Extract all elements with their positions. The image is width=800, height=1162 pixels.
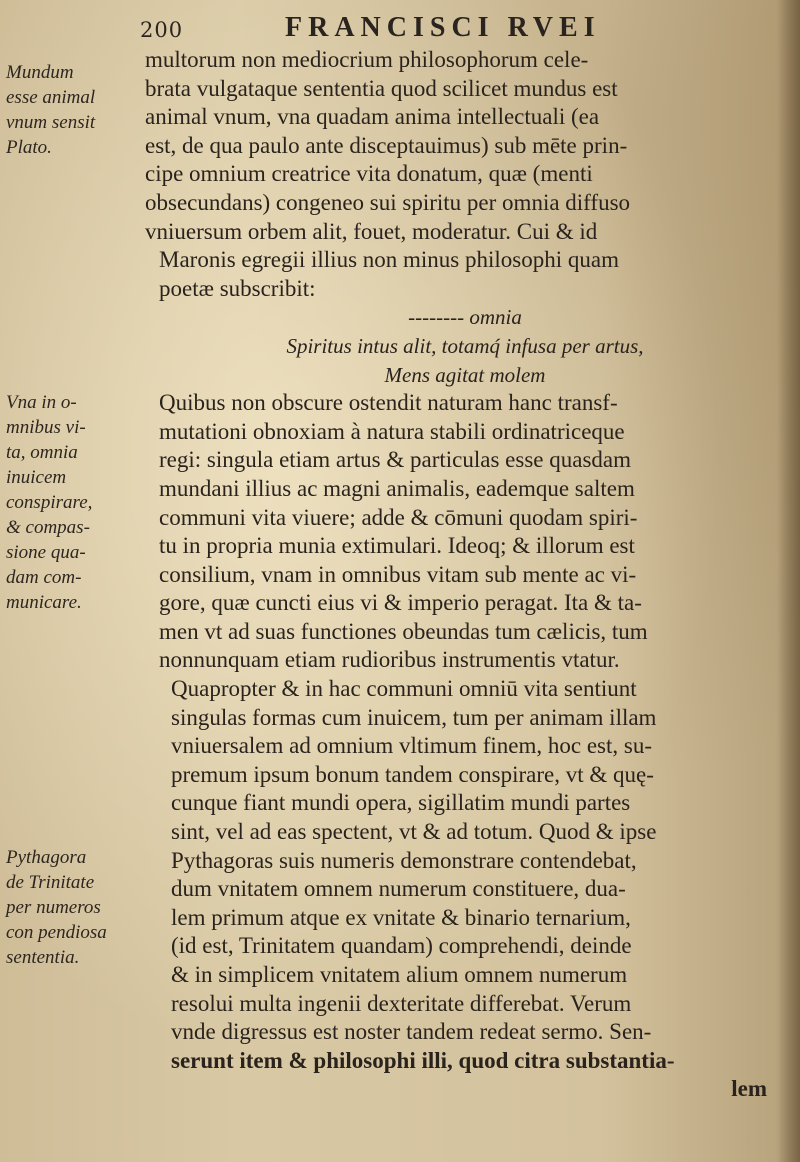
body-text [145,46,785,1104]
body-line: consilium, vnam in omnibus vitam sub mente ac vi- [159,561,637,587]
margin-note-line: inuicem [6,467,67,488]
margin-note-line: per numeros [6,897,101,918]
body-line: mutationi obnoxiam à natura stabili ordinatriceque [159,418,625,444]
margin-note-line: de Trinitate [6,872,95,893]
catchword: lem [731,1076,767,1102]
body-line: vnde digressus est noster tandem redeat sermo. Sen- [171,1019,652,1045]
margin-note-line: sione qua- [6,542,86,563]
body-line: sint, vel ad eas spectent, vt & ad totum. Quod & ipse [171,819,657,845]
body-line: obsecundans) congeneo sui spiritu per omnia diffuso [145,189,631,215]
margin-note-line: esse animal [6,87,96,108]
margin-notes [6,60,156,1060]
body-line: regi: singula etiam artus & particulas esse quasdam [159,447,632,473]
margin-note-line: vnum sensit [6,112,96,133]
margin-note-pythagora [6,845,107,970]
body-line: dum vnitatem omnem numerum constituere, dua- [171,876,626,902]
margin-note-line: sententia. [6,947,80,968]
body-line: lem primum atque ex vnitate & binario ternarium, [171,904,631,930]
quote-line: -------- omnia [408,305,522,330]
body-line: Quibus non obscure ostendit naturam hanc transf- [159,390,618,416]
body-line: men vt ad suas functiones obeundas tum cælicis, tum [159,618,648,644]
body-line: Pythagoras suis numeris demonstrare contendebat, [171,847,637,873]
body-line: mundani illius ac magni animalis, eademque saltem [159,475,635,501]
page-number: 200 [140,18,184,42]
body-line: cunque fiant mundi opera, sigillatim mundi partes [171,790,631,816]
quote-line: Spiritus intus alit, totamq́ infusa per artus, [286,333,644,358]
body-line: (id est, Trinitatem quandam) comprehendi, deinde [171,933,632,959]
margin-note-plato [6,60,95,160]
quote-line: Mens agitat molem [384,362,546,387]
body-line: nonnunquam etiam rudioribus instrumentis vtatur. [159,647,620,673]
margin-note-line: con pendiosa [6,922,107,943]
body-line: vniuersum orbem alit, fouet, moderatur. Cui & id [145,218,598,244]
margin-note-line: ta, omnia [6,442,78,463]
body-line: Quapropter & in hac communi omniū vita sentiunt [171,676,637,702]
body-line: est, de qua paulo ante disceptauimus) sub mēte prin- [145,132,628,158]
body-line: serunt item & philosophi illi, quod citra substantia- [171,1047,675,1073]
margin-note-line: municare. [6,592,82,613]
margin-note-line: & compas- [6,517,90,538]
body-line: poetæ subscribit: [159,275,316,301]
body-line: multorum non mediocrium philosophorum cele- [145,47,589,72]
body-line: & in simplicem vnitatem alium omnem numerum [171,962,628,987]
margin-note-line: Pythagora [6,847,87,868]
body-line: cipe omnium creatrice vita donatum, quæ (menti [145,161,593,187]
body-line: gore, quæ cuncti eius vi & imperio peragat. Ita & ta- [159,590,642,616]
body-line: singulas formas cum inuicem, tum per animam illam [171,704,657,730]
margin-note-line: conspirare, [6,492,93,513]
body-line: premum ipsum bonum tandem conspirare, vt & quę- [171,761,654,787]
margin-note-line: dam com- [6,567,82,588]
margin-note-line: Mundum [6,62,74,83]
body-line: animal vnum, vna quadam anima intellectuali (ea [145,104,600,130]
body-line: resolui multa ingenii dexteritate differebat. Verum [171,990,632,1016]
body-line: vniuersalem ad omnium vltimum finem, hoc est, su- [171,733,653,759]
margin-note-line: Vna in o- [6,392,77,413]
running-head [140,12,760,46]
body-line: Maronis egregii illius non minus philosophi quam [159,247,619,273]
body-line: communi vita viuere; adde & cōmuni quodam spiri- [159,504,638,530]
running-title: FRANCISCI RVEI [285,12,601,43]
margin-note-vna-vita [6,390,92,615]
body-line: brata vulgataque sententia quod scilicet mundus est [145,75,618,101]
margin-note-line: Plato. [6,137,52,158]
body-line: tu in propria munia extimulari. Ideoq; & illorum est [159,533,635,559]
margin-note-line: mnibus vi- [6,417,86,438]
